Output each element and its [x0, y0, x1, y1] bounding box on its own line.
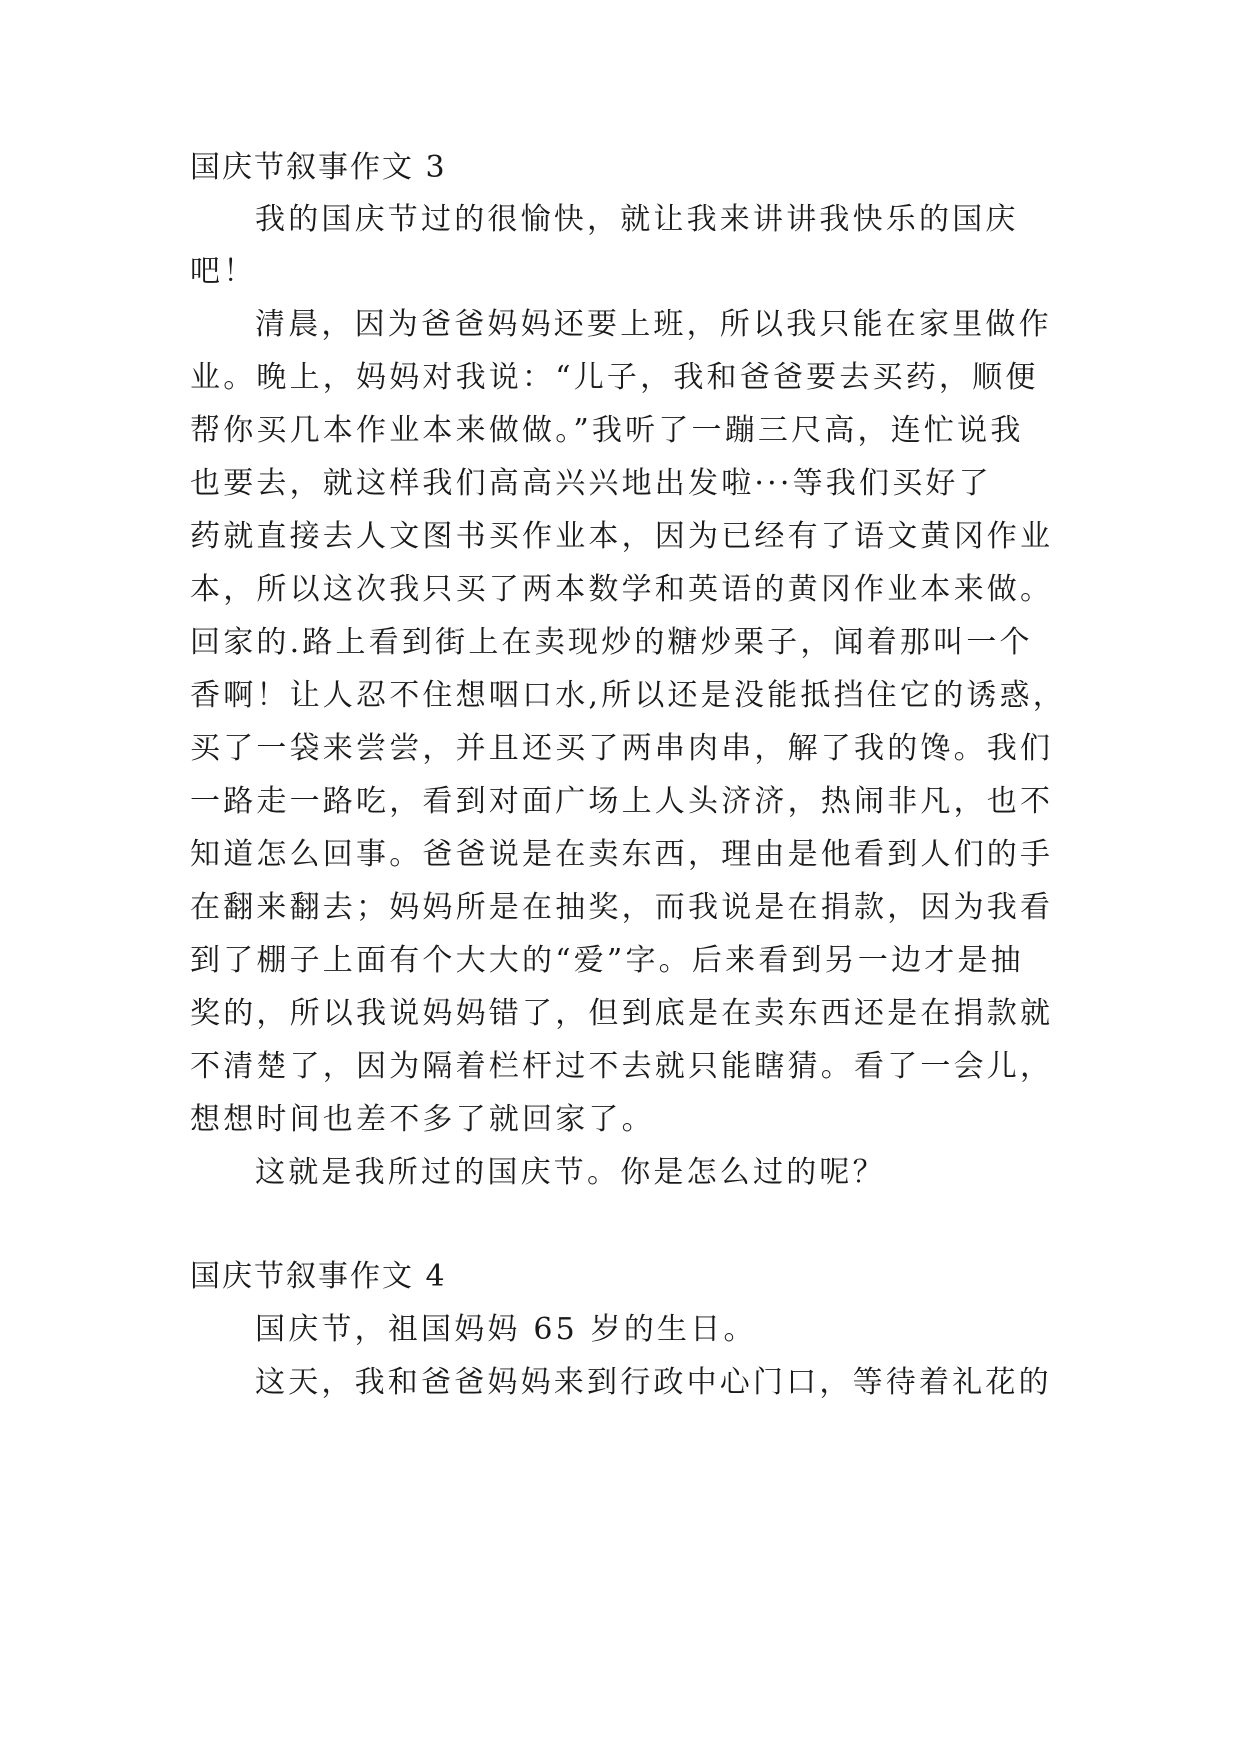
- s3-p2-line15: 不清楚了，因为隔着栏杆过不去就只能瞎猜。看了一会儿，: [190, 1049, 1054, 1084]
- s4-p1: 国庆节，祖国妈妈 65 岁的生日。: [255, 1312, 757, 1347]
- s3-p2-line14: 奖的，所以我说妈妈错了，但到底是在卖东西还是在捐款就: [190, 996, 1054, 1031]
- s3-p2-line11: 知道怎么回事。爸爸说是在卖东西，理由是他看到人们的手: [190, 837, 1054, 872]
- s3-p2-line12: 在翻来翻去；妈妈所是在抽奖，而我说是在捐款，因为我看: [190, 890, 1054, 925]
- s3-p1-line2: 吧！: [190, 254, 257, 289]
- s3-p2-line10: 一路走一路吃，看到对面广场上人头济济，热闹非凡，也不: [190, 784, 1054, 819]
- s3-p2-line5: 药就直接去人文图书买作业本，因为已经有了语文黄冈作业: [190, 519, 1054, 554]
- s3-p2-line8: 香啊！让人忍不住想咽口水,所以还是没能抵挡住它的诱惑，: [190, 678, 1066, 713]
- s3-p2-line9: 买了一袋来尝尝，并且还买了两串肉串，解了我的馋。我们: [190, 731, 1054, 766]
- s3-p2-line1: 清晨，因为爸爸妈妈还要上班，所以我只能在家里做作: [255, 307, 1052, 342]
- s3-p2-line13: 到了棚子上面有个大大的“爱”字。后来看到另一边才是抽: [190, 943, 1024, 978]
- s3-p2-line6: 本，所以这次我只买了两本数学和英语的黄冈作业本来做。: [190, 572, 1054, 607]
- s3-p2-line4: 也要去，就这样我们高高兴兴地出发啦···等我们买好了: [190, 466, 992, 501]
- section3-title: 国庆节叙事作文 3: [190, 150, 447, 185]
- s3-p2-line2: 业。晚上，妈妈对我说：“儿子，我和爸爸要去买药，顺便: [190, 360, 1039, 395]
- s3-p3: 这就是我所过的国庆节。你是怎么过的呢？: [255, 1155, 886, 1190]
- s3-p2-line16: 想想时间也差不多了就回家了。: [190, 1102, 655, 1137]
- section4-title: 国庆节叙事作文 4: [190, 1259, 447, 1294]
- s4-p2: 这天，我和爸爸妈妈来到行政中心门口，等待着礼花的: [255, 1365, 1052, 1400]
- s3-p2-line7: 回家的.路上看到街上在卖现炒的糖炒栗子，闻着那叫一个: [190, 625, 1033, 660]
- s3-p1-line1: 我的国庆节过的很愉快，就让我来讲讲我快乐的国庆: [255, 202, 1019, 237]
- s3-p2-line3: 帮你买几本作业本来做做。”我听了一蹦三尺高，连忙说我: [190, 413, 1024, 448]
